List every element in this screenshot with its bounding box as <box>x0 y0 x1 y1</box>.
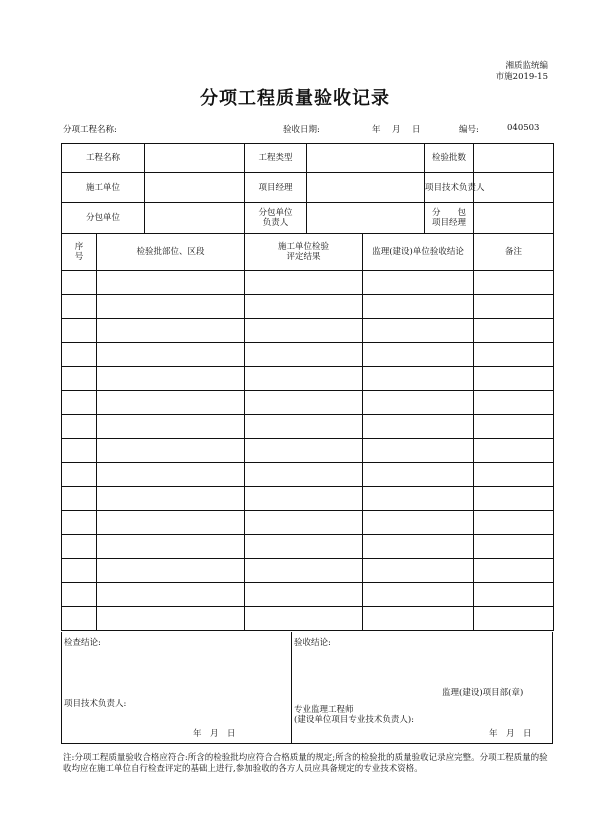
form-code: 市施2019-15 <box>495 72 548 82</box>
subcontract-lead-line1: 分包单位 <box>258 208 293 218</box>
subcontract-manager-value[interactable] <box>474 203 554 234</box>
info-row-2 <box>62 173 554 203</box>
table-row <box>62 271 554 295</box>
row-remark-cell[interactable] <box>474 439 554 463</box>
row-part-cell[interactable] <box>97 487 245 511</box>
row-eval-cell[interactable] <box>245 295 363 319</box>
info-row-1 <box>62 144 554 173</box>
row-eval-cell[interactable] <box>245 463 363 487</box>
row-supervision-cell[interactable] <box>363 271 474 295</box>
right-sign-date: 年 月 日 <box>489 729 532 739</box>
row-remark-cell[interactable] <box>474 487 554 511</box>
row-eval-cell[interactable] <box>245 583 363 607</box>
row-remark-cell[interactable] <box>474 463 554 487</box>
row-supervision-cell[interactable] <box>363 343 474 367</box>
left-sign-date: 年 月 日 <box>193 729 236 739</box>
col-header-supervision: 监理(建设)单位验收结论 <box>363 234 474 271</box>
project-type-value[interactable] <box>307 144 425 173</box>
subcontract-lead-label <box>245 203 307 234</box>
row-part-cell[interactable] <box>97 295 245 319</box>
row-eval-cell[interactable] <box>245 607 363 631</box>
row-supervision-cell[interactable] <box>363 487 474 511</box>
row-remark-cell[interactable] <box>474 367 554 391</box>
batch-count-value[interactable] <box>474 144 554 173</box>
row-supervision-cell[interactable] <box>363 559 474 583</box>
row-eval-cell[interactable] <box>245 319 363 343</box>
row-eval-cell[interactable] <box>245 487 363 511</box>
row-eval-cell[interactable] <box>245 511 363 535</box>
conclusion-section <box>61 632 553 744</box>
table-row <box>62 343 554 367</box>
row-part-cell[interactable] <box>97 439 245 463</box>
row-supervision-cell[interactable] <box>363 367 474 391</box>
engineer-label-line1: 专业监理工程师 <box>294 705 354 715</box>
row-supervision-cell[interactable] <box>363 415 474 439</box>
row-remark-cell[interactable] <box>474 319 554 343</box>
row-part-cell[interactable] <box>97 271 245 295</box>
row-seq-cell[interactable] <box>62 271 97 295</box>
col-header-seq <box>62 234 97 271</box>
table-row <box>62 511 554 535</box>
row-remark-cell[interactable] <box>474 343 554 367</box>
date-day: 日 <box>412 125 421 135</box>
accept-conclusion-label: 验收结论: <box>294 638 331 648</box>
number-value: 040503 <box>507 123 540 133</box>
row-supervision-cell[interactable] <box>363 511 474 535</box>
project-manager-value[interactable] <box>307 173 425 203</box>
row-seq-cell[interactable] <box>62 583 97 607</box>
row-supervision-cell[interactable] <box>363 391 474 415</box>
subcontract-unit-label: 分包单位 <box>62 203 145 234</box>
row-part-cell[interactable] <box>97 463 245 487</box>
table-row <box>62 295 554 319</box>
row-part-cell[interactable] <box>97 607 245 631</box>
project-type-label: 工程类型 <box>245 144 307 173</box>
row-supervision-cell[interactable] <box>363 607 474 631</box>
row-part-cell[interactable] <box>97 535 245 559</box>
row-seq-cell[interactable] <box>62 487 97 511</box>
row-seq-cell[interactable] <box>62 511 97 535</box>
publisher-code <box>496 61 548 83</box>
row-part-cell[interactable] <box>97 415 245 439</box>
table-row <box>62 463 554 487</box>
col-header-eval <box>245 234 363 271</box>
row-remark-cell[interactable] <box>474 271 554 295</box>
row-seq-cell[interactable] <box>62 559 97 583</box>
row-remark-cell[interactable] <box>474 391 554 415</box>
table-row <box>62 319 554 343</box>
row-eval-cell[interactable] <box>245 367 363 391</box>
row-eval-cell[interactable] <box>245 535 363 559</box>
row-part-cell[interactable] <box>97 367 245 391</box>
row-remark-cell[interactable] <box>474 535 554 559</box>
col-header-seq-line2: 号 <box>74 252 84 262</box>
row-eval-cell[interactable] <box>245 559 363 583</box>
row-eval-cell[interactable] <box>245 415 363 439</box>
row-supervision-cell[interactable] <box>363 535 474 559</box>
subcontract-manager-line2: 项目经理 <box>432 218 467 228</box>
supervision-dept-seal: 监理(建设)项目部(章) <box>442 688 524 698</box>
row-part-cell[interactable] <box>97 343 245 367</box>
table-row <box>62 535 554 559</box>
row-remark-cell[interactable] <box>474 295 554 319</box>
table-row <box>62 583 554 607</box>
table-row <box>62 559 554 583</box>
info-row-3 <box>62 203 554 234</box>
col-header-seq-line1: 序 <box>74 242 84 252</box>
row-seq-cell[interactable] <box>62 439 97 463</box>
table-row <box>62 391 554 415</box>
col-header-remark: 备注 <box>474 234 554 271</box>
table-row <box>62 415 554 439</box>
row-eval-cell[interactable] <box>245 391 363 415</box>
footnote: 注:分项工程质量验收合格应符合:所含的检验批均应符合合格质量的规定;所含的检验批的质量验收记录应完整。分项工程质量的验收均应在施工单位自行检查评定的基础上进行,参加验收的各方人员应具备规定的专业技术资格。 <box>63 753 548 774</box>
row-seq-cell[interactable] <box>62 343 97 367</box>
row-eval-cell[interactable] <box>245 343 363 367</box>
project-name-value[interactable] <box>145 144 245 173</box>
row-part-cell[interactable] <box>97 559 245 583</box>
row-remark-cell[interactable] <box>474 583 554 607</box>
construction-unit-value[interactable] <box>145 173 245 203</box>
row-eval-cell[interactable] <box>245 439 363 463</box>
table-header-row <box>62 234 554 271</box>
subcontract-manager-line1: 分 包 <box>432 208 467 218</box>
row-supervision-cell[interactable] <box>363 463 474 487</box>
row-part-cell[interactable] <box>97 319 245 343</box>
project-name-label: 分项工程名称: <box>63 125 117 135</box>
table-row <box>62 439 554 463</box>
row-supervision-cell[interactable] <box>363 583 474 607</box>
construction-unit-label: 施工单位 <box>62 173 145 203</box>
check-conclusion-label: 检查结论: <box>64 638 101 648</box>
project-name-label-cell: 工程名称 <box>62 144 145 173</box>
tech-lead-value[interactable] <box>474 173 554 203</box>
subcontract-manager-label <box>425 203 474 234</box>
row-remark-cell[interactable] <box>474 607 554 631</box>
table-row <box>62 607 554 631</box>
acceptance-table <box>61 143 554 631</box>
row-remark-cell[interactable] <box>474 511 554 535</box>
page-title: 分项工程质量验收记录 <box>200 88 390 109</box>
table-row <box>62 487 554 511</box>
row-seq-cell[interactable] <box>62 535 97 559</box>
engineer-label-line2: (建设单位项目专业技术负责人): <box>294 715 414 725</box>
row-part-cell[interactable] <box>97 511 245 535</box>
subcontract-lead-line2: 负责人 <box>262 218 289 228</box>
subcontract-lead-value[interactable] <box>307 203 425 234</box>
row-supervision-cell[interactable] <box>363 319 474 343</box>
row-seq-cell[interactable] <box>62 463 97 487</box>
row-seq-cell[interactable] <box>62 319 97 343</box>
row-supervision-cell[interactable] <box>363 439 474 463</box>
row-eval-cell[interactable] <box>245 271 363 295</box>
date-label: 验收日期: <box>283 125 320 135</box>
col-header-eval-line1: 施工单位检验 <box>278 242 330 252</box>
publisher-line1: 湘质监统编 <box>505 61 548 71</box>
project-manager-label: 项目经理 <box>245 173 307 203</box>
left-tech-lead-label: 项目技术负责人: <box>64 699 127 709</box>
row-seq-cell[interactable] <box>62 391 97 415</box>
row-seq-cell[interactable] <box>62 415 97 439</box>
row-remark-cell[interactable] <box>474 559 554 583</box>
date-month: 月 <box>392 125 401 135</box>
row-remark-cell[interactable] <box>474 415 554 439</box>
row-supervision-cell[interactable] <box>363 295 474 319</box>
col-header-eval-line2: 评定结果 <box>286 252 321 262</box>
batch-count-label: 检验批数 <box>425 144 474 173</box>
row-seq-cell[interactable] <box>62 295 97 319</box>
row-seq-cell[interactable] <box>62 367 97 391</box>
table-row <box>62 367 554 391</box>
row-seq-cell[interactable] <box>62 607 97 631</box>
tech-lead-label: 项目技术负责人 <box>425 173 474 203</box>
number-label: 编号: <box>459 125 479 135</box>
conclusion-divider <box>291 632 292 743</box>
date-year: 年 <box>372 125 381 135</box>
row-part-cell[interactable] <box>97 391 245 415</box>
row-part-cell[interactable] <box>97 583 245 607</box>
col-header-part: 检验批部位、区段 <box>97 234 245 271</box>
subcontract-unit-value[interactable] <box>145 203 245 234</box>
